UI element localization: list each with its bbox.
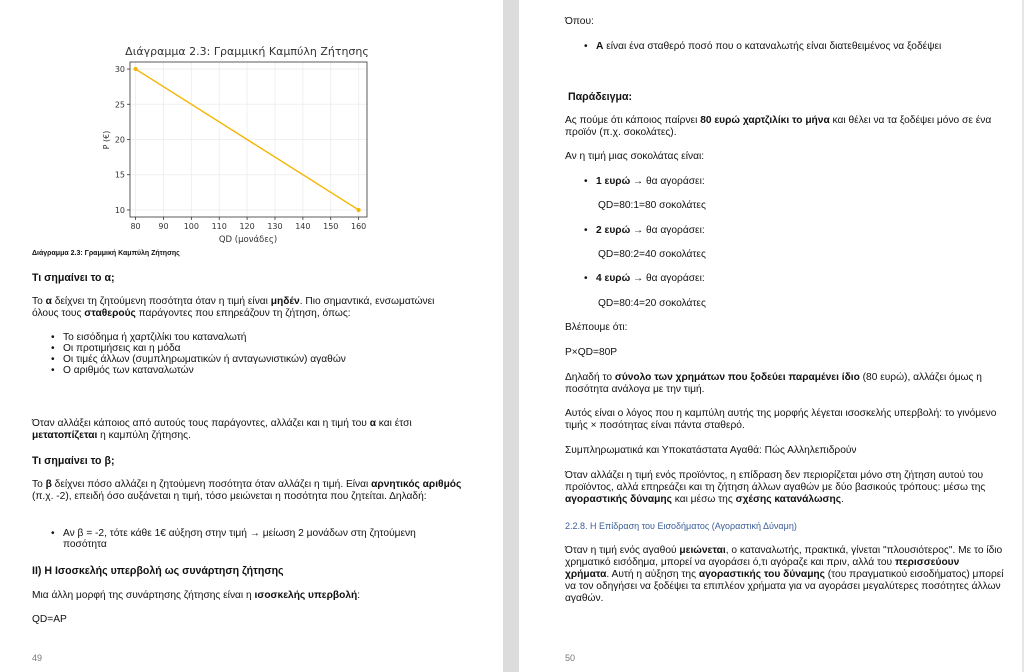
text-run: Το	[32, 296, 46, 307]
text-run: . Αυτή η αύξηση της	[606, 569, 699, 580]
text-run-bold: α	[369, 418, 376, 429]
document-page-49	[0, 0, 503, 672]
text-run: (του πραγματικού εισοδήματος) μπορεί να τον οδηγήσει να ξοδέψει τα επιπλέον χρήματα για να αγοράσει μεγαλύτερες ποσότητες άλλων αγαθών.	[565, 569, 1004, 604]
text-run: Όταν αλλάζει η τιμή ενός προϊόντος, η επίδραση δεν περιορίζεται μόνο στη ζήτηση αυτού του προϊόντος, αλλά επηρεάζει και τη ζήτηση άλλων αγαθών με δύο βασικούς τρόπους: μέσω της	[565, 470, 986, 493]
y-tick-label: 15	[114, 170, 125, 180]
text-run: η καμπύλη ζήτησης.	[97, 430, 191, 441]
text-run: .	[841, 494, 844, 505]
heading-hyperbola: II) Η Ισοσκελής υπερβολή ως συνάρτηση ζήτησης	[32, 565, 284, 577]
text-run-bold: περισσεύουν χρήματα	[565, 557, 960, 580]
y-axis-label: P (€)	[102, 130, 111, 150]
text-run-bold: αρνητικός αριθμός	[371, 479, 462, 490]
paragraph-price-change	[565, 470, 1005, 506]
paragraph-example	[565, 115, 1005, 139]
text-run: Όταν η τιμή ενός αγαθού	[565, 545, 680, 556]
x-tick-label: 80	[130, 222, 141, 231]
data-point	[357, 208, 361, 212]
text-run: (π.χ. -2), επειδή όσο αυξάνεται η τιμή, τόσο μειώνεται η ποσότητα που ζητείται. Δηλαδή:	[32, 491, 427, 502]
text-run: → θα αγοράσει:	[630, 225, 705, 236]
text-run: Δηλαδή το	[565, 372, 615, 383]
text-run: . Πιο σημαντικά, ενσωματώνει όλους τους	[32, 296, 435, 319]
x-axis-label: QD (μονάδες)	[218, 235, 278, 245]
text-run-bold: μετατοπίζεται	[32, 430, 98, 441]
list-item: • Το εισόδημα ή χαρτζιλίκι του καταναλωτή	[49, 332, 469, 343]
paragraph-reason: Αυτός είναι ο λόγος που η καμπύλη αυτής της μορφής λέγεται ισοσκελής υπερβολή: το γινόμενο τιμής × ποσότητας είναι πάντα σταθερό.	[565, 408, 997, 431]
list-item	[582, 41, 1002, 52]
beta-example-list	[49, 528, 449, 550]
list-item: • Αν β = -2, τότε κάθε 1€ αύξηση στην τιμή → μείωση 2 μονάδων στη ζητούμενη ποσότητα	[49, 528, 449, 550]
chart-grid	[130, 62, 367, 217]
data-point	[134, 67, 138, 71]
heading-example: Παράδειγμα:	[568, 91, 633, 103]
text-run-bold: μειώνεται	[679, 545, 726, 556]
text-run: → θα αγοράσει:	[630, 176, 705, 187]
paragraph-beta	[32, 479, 462, 503]
text-run-bold: 80 ευρώ χαρτζιλίκι το μήνα	[700, 115, 830, 126]
text-run-bold: αγοραστικής δύναμης	[565, 494, 672, 505]
list-item	[582, 225, 982, 236]
x-tick-label: 100	[183, 222, 199, 231]
text-run-bold: ισοσκελής υπερβολή	[254, 590, 358, 601]
text-run-bold: β	[45, 479, 52, 490]
we-see-label: Βλέπουμε ότι:	[565, 322, 628, 333]
calc-line: QD=80:4=20 σοκολάτες	[598, 298, 706, 309]
calc-line: QD=80:2=40 σοκολάτες	[598, 249, 706, 260]
text-run-bold: σχέσης κατανάλωσης	[735, 494, 842, 505]
price-case-2	[582, 225, 982, 236]
list-item: • Οι προτιμήσεις και η μόδα	[49, 343, 469, 354]
formula-pxqd: P×QD=80P	[565, 347, 618, 358]
text-run: Όταν αλλάξει κάποιος από αυτούς τους παράγοντες, αλλάζει και η τιμή του	[32, 418, 370, 429]
chart-ticks	[115, 65, 366, 231]
text-run-bold: 4 ευρώ	[596, 273, 631, 284]
where-label: Όπου:	[565, 16, 594, 27]
text-run: και έτσι	[375, 418, 412, 429]
demand-curve-chart	[0, 0, 503, 250]
text-run-bold: α	[45, 296, 52, 307]
text-run: δείχνει τη ζητούμενη ποσότητα όταν η τιμή είναι	[51, 296, 271, 307]
x-tick-label: 90	[158, 222, 169, 231]
text-run: Ας πούμε ότι κάποιος παίρνει	[565, 115, 701, 126]
text-run-bold: σύνολο των χρημάτων που ξοδεύει παραμένει ίδιο	[614, 372, 860, 383]
text-run: Μια άλλη μορφή της συνάρτησης ζήτησης είναι η	[32, 590, 255, 601]
y-tick-label: 10	[114, 205, 125, 215]
page-number: 49	[32, 653, 43, 663]
a-definition-list	[582, 41, 1002, 52]
calc-line: QD=80:1=80 σοκολάτες	[598, 200, 706, 211]
chart-title: Διάγραμμα 2.3: Γραμμική Καμπύλη Ζήτησης	[125, 45, 369, 58]
text-run: :	[357, 590, 361, 601]
text-run: δείχνει πόσο αλλάζει η ζητούμενη ποσότητα όταν αλλάζει η τιμή. Είναι	[51, 479, 372, 490]
paragraph-income-effect	[565, 545, 1005, 605]
x-tick-label: 120	[239, 222, 255, 231]
heading-beta: Τι σημαίνει το β;	[32, 455, 115, 467]
y-tick-label: 25	[114, 100, 125, 110]
text-run: (80 ευρώ), αλλάζει όμως η ποσότητα ανάλογα με την τιμή.	[565, 372, 982, 395]
heading-alpha: Τι σημαίνει το α;	[32, 272, 115, 284]
x-tick-label: 140	[295, 222, 311, 231]
text-run-bold: αγοραστικής του δύναμης	[698, 569, 825, 580]
section-subheading: 2.2.8. Η Επίδραση του Εισοδήματος (Αγοραστική Δύναμη)	[565, 521, 797, 531]
paragraph-shift	[32, 418, 462, 442]
text-run: και μέσω της	[671, 494, 736, 505]
demand-factors-list	[49, 332, 469, 376]
text-run: και θέλει να τα ξοδέψει μόνο σε ένα προϊόν (π.χ. σοκολάτες).	[565, 115, 992, 138]
formula-qd-ap: QD=AP	[32, 614, 67, 625]
text-run-bold: σταθερούς	[84, 308, 136, 319]
text-run: παράγοντες που επηρεάζουν τη ζήτηση, όπως:	[135, 308, 351, 319]
paragraph-hyperbola	[32, 590, 462, 602]
x-tick-label: 150	[323, 222, 339, 231]
y-tick-label: 20	[114, 135, 125, 145]
paragraph-total	[565, 372, 1005, 396]
list-item: • Ο αριθμός των καταναλωτών	[49, 365, 469, 376]
chart-caption: Διάγραμμα 2.3: Γραμμική Καμπύλη Ζήτησης	[32, 250, 180, 257]
list-item: • Οι τιμές άλλων (συμπληρωματικών ή ανταγωνιστικών) αγαθών	[49, 354, 469, 365]
text-run-bold: 1 ευρώ	[596, 176, 631, 187]
text-run: είναι ένα σταθερό ποσό που ο καταναλωτής είναι διατεθειμένος να ξοδέψει	[603, 41, 942, 52]
price-case-3	[582, 273, 982, 284]
price-intro: Αν η τιμή μιας σοκολάτας είναι:	[565, 151, 705, 162]
text-run: → θα αγοράσει:	[630, 273, 705, 284]
document-page-50	[519, 0, 1022, 672]
page-number: 50	[565, 653, 576, 663]
x-tick-label: 160	[350, 222, 367, 231]
text-run: , ο καταναλωτής, πρακτικά, γίνεται "πλουσιότερος". Με το ίδιο χρηματικό εισόδημα, μπορεί να αγοράσει ό,τι αγόραζε και πριν, αλλά του	[565, 545, 1003, 568]
text-run: Το	[32, 479, 46, 490]
text-run-bold: 2 ευρώ	[596, 225, 631, 236]
page-gap	[503, 0, 519, 672]
x-tick-label: 130	[267, 222, 283, 231]
goods-heading: Συμπληρωματικά και Υποκατάστατα Αγαθά: Πώς Αλληλεπιδρούν	[565, 445, 857, 456]
list-item	[582, 176, 982, 187]
paragraph-alpha	[32, 296, 462, 320]
price-case-1	[582, 176, 982, 187]
text-run-bold: μηδέν	[270, 296, 300, 307]
y-tick-label: 30	[114, 65, 125, 75]
x-tick-label: 110	[211, 222, 227, 231]
text-run-bold: A	[596, 41, 604, 52]
list-item	[582, 273, 982, 284]
